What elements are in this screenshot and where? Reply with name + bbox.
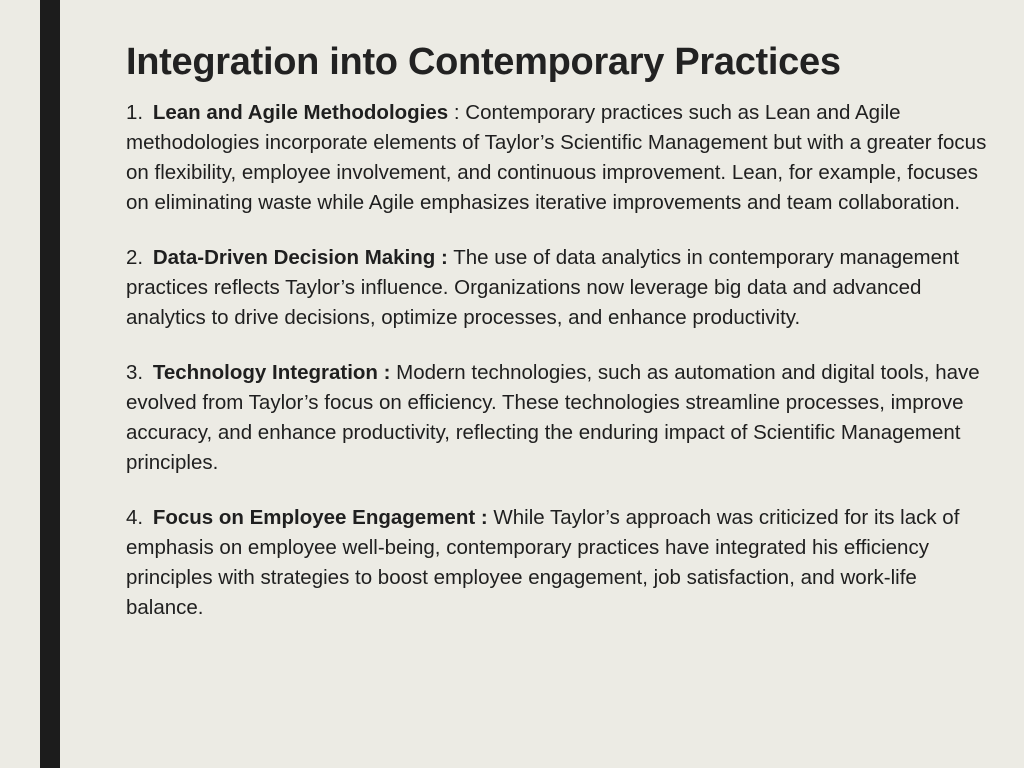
item-number: 4. — [126, 506, 144, 529]
item-term: Focus on Employee Engagement : — [152, 506, 488, 529]
list-item — [126, 503, 996, 623]
item-number: 3. — [126, 361, 144, 384]
item-number: 2. — [126, 246, 144, 269]
item-term: Lean and Agile Methodologies — [152, 101, 449, 124]
item-text: The use of data analytics in contemporary management practices reflects Taylor’s influence. Organizations now leverage big data and advanced analytics to drive decisions, optimize processes, and enhance productivity. — [126, 246, 960, 329]
item-list — [126, 98, 996, 623]
list-item — [126, 98, 996, 218]
item-term: Technology Integration : — [152, 361, 391, 384]
item-term: Data-Driven Decision Making : — [152, 246, 448, 269]
item-separator: : — [448, 101, 466, 124]
slide-content — [126, 36, 996, 648]
slide-title: Integration into Contemporary Practices — [126, 41, 841, 83]
item-text: Modern technologies, such as automation and digital tools, have evolved from Taylor’s focus on efficiency. These technologies streamline processes, improve accuracy, and enhance productivity, reflecting the enduring impact of Scientific Management principles. — [126, 361, 980, 474]
list-item — [126, 358, 996, 478]
accent-bar — [40, 0, 60, 768]
item-text: Contemporary practices such as Lean and Agile methodologies incorporate elements of Taylor’s Scientific Management but with a greater focus on flexibility, employee involvement, and continuous improvement. Lean, for example, focuses on eliminating waste while Agile emphasizes iterative improvements and team collaboration. — [126, 101, 987, 214]
list-item — [126, 243, 996, 333]
item-text: While Taylor’s approach was criticized for its lack of emphasis on employee well-being, contemporary practices have integrated his efficiency principles with strategies to boost employee engagement, job satisfaction, and work-life balance. — [126, 506, 960, 619]
item-number: 1. — [126, 101, 144, 124]
